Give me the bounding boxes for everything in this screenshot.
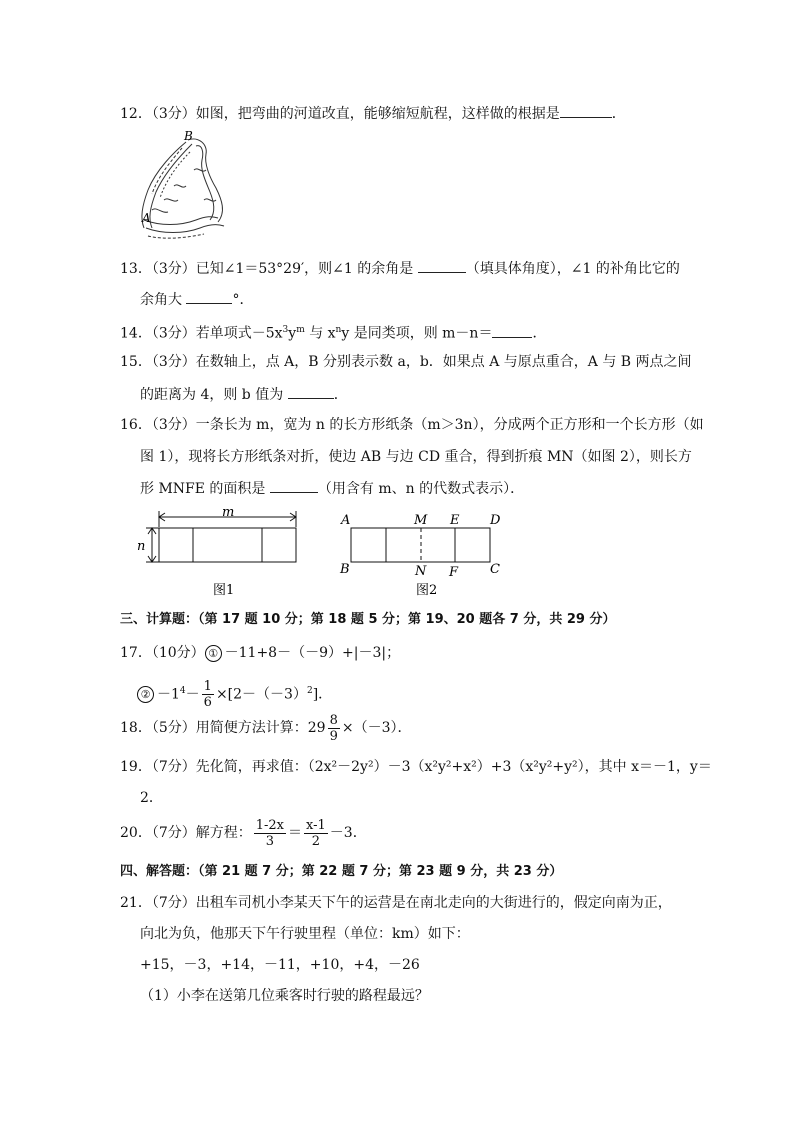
- question-text: 与 x: [304, 325, 336, 342]
- label-a: A: [142, 211, 151, 225]
- question-19-line2: [140, 788, 163, 808]
- question-15-line2: [140, 384, 348, 405]
- numerator: 1: [203, 679, 212, 695]
- punctuation: ．: [611, 106, 626, 122]
- answer-blank[interactable]: [186, 289, 232, 304]
- figure-1: [132, 505, 312, 605]
- question-19: [120, 757, 712, 777]
- question-text: 已知∠1＝53°29′，则∠1 的余角是: [195, 261, 414, 277]
- question-text: 用简便方法计算：29: [195, 720, 326, 736]
- question-text: －11+8－（－9）+|－3|；: [224, 645, 401, 661]
- question-text: 的距离为 4，则 b 值为: [140, 387, 284, 403]
- question-text: y 是同类项，则 m－n＝: [341, 325, 493, 342]
- figure-caption: 图2: [416, 583, 438, 598]
- question-number: 15．（3分）: [120, 354, 196, 370]
- question-17-part2: [137, 673, 332, 709]
- label-m: m: [222, 505, 235, 520]
- question-13: [120, 258, 680, 279]
- fraction: [202, 679, 214, 710]
- question-number: 20．（7分）: [120, 825, 196, 841]
- question-text: ×（－3）．: [341, 720, 412, 736]
- label-a: A: [341, 513, 351, 528]
- question-20: [120, 815, 367, 851]
- question-text: －: [185, 686, 200, 703]
- denominator: 6: [203, 695, 212, 711]
- exponent: 2: [306, 686, 313, 696]
- question-text: 向北为负，他那天下午行驶里程（单位：km）如下：: [140, 926, 470, 942]
- label-n: N: [415, 564, 427, 579]
- question-text: 先化简，再求值：（2x²－2y²）－3（x²y²+x²）+3（x²y²+y²），其中 x＝－1，y＝: [195, 759, 712, 775]
- numerator: 8: [329, 712, 338, 728]
- question-text: ×[2－（－3）: [215, 686, 307, 703]
- question-number: 14．（3分）: [120, 325, 196, 342]
- question-text: 余角大: [140, 292, 182, 308]
- question-text: －3．: [329, 825, 367, 841]
- denominator: 2: [311, 833, 321, 849]
- question-17: [120, 643, 400, 663]
- numerator: 1-2x: [255, 817, 285, 833]
- question-number: 18．（5分）: [120, 720, 196, 736]
- question-number: 12．（3分）: [120, 106, 196, 122]
- question-number: 19．（7分）: [120, 759, 196, 775]
- question-number: 21．（7分）: [120, 895, 196, 911]
- label-b: B: [340, 562, 350, 577]
- question-text: 如图，把弯曲的河道改直，能够缩短航程，这样做的根据是: [195, 106, 560, 122]
- label-c: C: [490, 562, 500, 577]
- punctuation: ．: [333, 387, 348, 403]
- mileage-data: +15，－3，+14，－11，+10，+4，－26: [140, 957, 420, 973]
- label-m: M: [414, 513, 428, 528]
- question-18: [120, 710, 411, 746]
- exponent: 4: [179, 686, 186, 696]
- question-text: 在数轴上，点 A，B 分别表示数 a，b．如果点 A 与原点重合，A 与 B 两点之间: [195, 354, 692, 370]
- question-number: 17．（10分）: [120, 645, 205, 661]
- answer-blank[interactable]: [270, 478, 318, 493]
- figure-caption: 图1: [213, 583, 235, 598]
- section-3-heading: 三、计算题：（第 17 题 10 分；第 18 题 5 分；第 19、20 题各 7 分，共 29 分）: [120, 612, 616, 627]
- question-21-sub1: （1）小李在送第几位乘客时行驶的路程最远？: [140, 988, 429, 1004]
- exponent: m: [296, 325, 305, 335]
- answer-blank[interactable]: [560, 103, 612, 118]
- circled-2-icon: ②: [137, 686, 154, 703]
- label-b: B: [184, 130, 193, 143]
- question-text: y: [288, 325, 297, 342]
- circled-1-icon: ①: [205, 645, 222, 662]
- label-e: E: [450, 513, 460, 528]
- question-16: [120, 415, 704, 435]
- fraction: [328, 713, 340, 744]
- question-text: °．: [232, 292, 254, 308]
- river-figure: [134, 130, 234, 248]
- exponent: 3: [282, 325, 289, 335]
- question-text: （用含有 m、n 的代数式表示）．: [317, 481, 525, 497]
- section-4-heading: 四、解答题：（第 21 题 7 分；第 22 题 7 分；第 23 题 9 分，共 23 分）: [120, 864, 563, 879]
- fraction-left: [254, 818, 286, 849]
- question-text: 出租车司机小李某天下午的运营是在南北走向的大街进行的，假定向南为正，: [195, 895, 672, 911]
- question-number: 16．（3分）: [120, 417, 196, 433]
- question-text: 一条长为 m，宽为 n 的长方形纸条（m＞3n），分成两个正方形和一个长方形（如: [195, 417, 704, 433]
- figure-2: [335, 505, 515, 605]
- denominator: 3: [265, 833, 275, 849]
- question-text: 若单项式－5x: [195, 325, 283, 342]
- label-d: D: [490, 513, 501, 528]
- question-13-line2: [140, 289, 253, 310]
- fraction-right: [304, 818, 328, 849]
- question-12: [120, 103, 626, 124]
- punctuation: ．: [532, 325, 547, 342]
- label-f: F: [449, 565, 459, 580]
- label-n: n: [137, 539, 146, 554]
- answer-blank[interactable]: [418, 258, 466, 273]
- question-21: [120, 893, 672, 913]
- exponent: n: [335, 325, 342, 335]
- question-text: 形 MNFE 的面积是: [140, 481, 266, 497]
- question-text: －1: [157, 686, 180, 703]
- question-text: 图 1），现将长方形纸条对折，使边 AB 与边 CD 重合，得到折痕 MN（如图 2），则长方: [140, 449, 692, 465]
- answer-blank[interactable]: [492, 323, 532, 338]
- equals-sign: ＝: [288, 825, 303, 841]
- question-text: ]．: [312, 686, 333, 703]
- answer-blank[interactable]: [288, 384, 334, 399]
- denominator: 9: [329, 728, 338, 744]
- question-15: [120, 352, 692, 372]
- question-16-line2: [140, 447, 692, 467]
- numerator: x-1: [306, 817, 326, 833]
- question-21-line2: [140, 924, 470, 944]
- question-14: [120, 320, 546, 344]
- question-text: 2．: [140, 790, 163, 806]
- question-16-line3: [140, 478, 524, 499]
- question-text: 解方程：: [195, 825, 252, 841]
- question-number: 13．（3分）: [120, 261, 196, 277]
- question-text: （填具体角度），∠1 的补角比它的: [465, 261, 680, 277]
